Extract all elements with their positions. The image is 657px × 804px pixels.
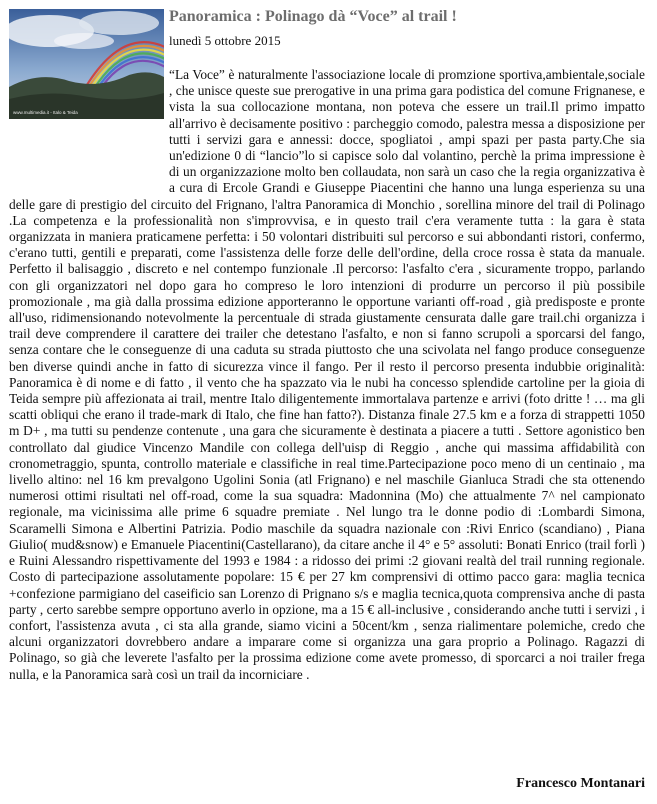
article-author: Francesco Montanari [516,776,645,791]
article-title: Panoramica : Polinago dà “Voce” al trail ! [169,8,457,25]
article-body: “La Voce” è naturalmente l'associazione locale di promzione sportiva,ambientale,sociale , che unisce queste sue prerogative in una prima gara podistica del comune Frignanese, e vista la sua collocazione montana, non poteva che essere un trail.Il primo impatto all'arrivo è decisamente positivo : parcheggio comodo, palestra messa a disposizione per tutti i servizi gara e annessi: docce, spogliatoi , ampi spazi per pasta party.Che sia un'edizione 0 di “lancio”lo si capisce solo dal volantino, perchè la prima impressione è di un organizzazione molto ben collaudata, non sarà un caso che la regia organizzativa è a cura di Ercole Grandi e Giuseppe Piacentini che hanno una lunga esperienza su una delle gare di prestigio del circuito del Frignano, l'altra Panoramica di Monchio , sorellina minore del trail di Polinago .La competenza e la professionalità non s'improvvisa, e in questo trail c'era veramente tutta : la gara è stata organizzata in maniera praticamene perfetta: i 50 volontari distribuiti sul percorso e sui abbondanti ristori, confermo, c'erano tutti, gentili e preparati, come l'assistenza delle forze delle dell'ordine, della croce rossa è stata da manuale. Perfetto il balisaggio , discreto e nel contempo funzionale .Il percorso: l'asfalto c'era , sicuramente troppo, parlando con gli organizzatori nel dopo gara ho compreso le loro intenzioni di produrre un percorso il più possibile promozionale , ma già dalla prossima edizione apporteranno le opportune varianti off-road , già predisposte e pronte all'uso, ridimensionando notevolmente la percentuale di strada giustamente censurata dalle gare trail.chi organizza i trail deve comprendere il carattere dei trailer che detestano l'asfalto, e non si fanno scrupoli a sporcarsi del fango, senza contare che le conseguenze di una caduta su strada piuttosto che una scivolata nel fango produce conseguenze ben diverse quindi anche in fatto di sicurezza vince il fango. Per il resto il percorso presenta indubbie originalità: Panoramica è di nome e di fatto , il vento che ha spazzato via le nubi ha concesso splendide cartoline per la gioia di Teida sempre più affezionata ai trail, mentre Italo diligentemente immortalava partenze e arrivi (foto dritte ! … ma gli scatti obliqui che erano il trade-mark di Italo, che fine han fatto?). Distanza finale 27.5 km e a forza di strappetti 1050 m D+ , ma tutti su pendenze contenute , una gara che sicuramente è destinata a piacere a tutti . Settore agonistico ben controllato dal giudice Vincenzo Mandile con collega dell'uisp di Reggio , anche qui massima affidabilità con cronometraggio, spunta, controllo materiale e classifiche in real time.Partecipazione poco meno di un centinaio , ma livello altino: nel 16 km prevalgono Ugolini Sonia (atl Frignano) e nel maschile Gianluca Stradi che sta ottenendo numerosi ottimi risultati nel off-road, come la sua squadra: Madonnina (Mo) che attualmente 7^ nel campionato regionale, ma vicinissima alle prime 6 squadre premiate . Nel lungo tra le donne podio di :Lombardi Simona, Scaramelli Simona e Albertini Patrizia. Podio maschile da squadra nazionale con :Rivi Enrico (scandiano) , Piana Giulio( mud&snow) e Emanuele Piacentini(Castellarano), da citare anche il 4° e 5° assoluti: Bonati Enrico (trail forlì ) e Ruini Alessandro rispettivamente del 1993 e 1984 : a ridosso dei primi :2 giovani realtà del trail running regionale. Costo di partecipazione assolutamente popolare: 15 € per 27 km comprensivi di ottimo pacco gara: maglia tecnica +confezione parmigiano del caseificio san Lorenzo di Prignano s/s e maglia tecnica,quota comprensiva anche di pasta party , certo sarebbe sempre opportuno averlo in opzione, ma a 15 € all-inclusive , considerando anche tutti i servizi , i confort, l'assistenza avuta , ci sta alla grande, siamo vicini a 50cent/km , senza rialimentare polemiche, credo che alcuni organizzatori dovrebbero andare a imparare come si organizza una gara proprio a Polinago. Ragazzi di Polinago, so già che leverete l'asfalto per la prossima edizione come avete promesso, di sporcarci a noi trailer frega nulla, e la Panoramica sarà così un trail da incorniciare . [9,67,645,682]
photo-caption: www.multimedia.it - Italo & Teida [13,110,78,115]
article-body-container [9,0,645,683]
article-date: lunedì 5 ottobre 2015 [169,33,281,48]
